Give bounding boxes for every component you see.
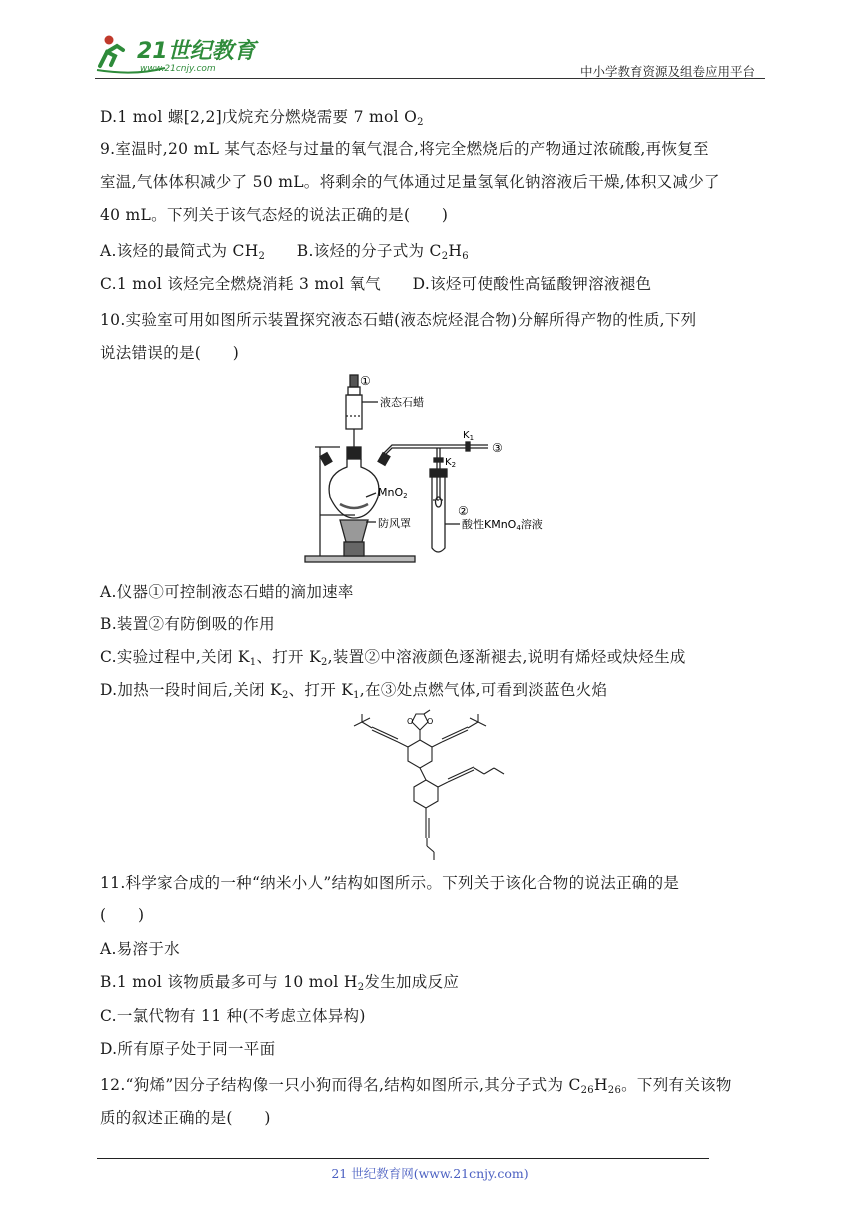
q11-stem-line1: 11.科学家合成的一种“纳米小人”结构如图所示。下列关于该化合物的说法正确的是 (100, 874, 680, 892)
q10-option-d: D.加热一段时间后,关闭 $K_2$、打开 $K_1$,在③处点燃气体,可看到淡蓝色火焰 (100, 681, 608, 701)
logo-main-text: 21世纪教育 (137, 39, 256, 64)
label-device-2: ② (458, 504, 469, 518)
q12-stem-line2: 质的叙述正确的是( ) (100, 1109, 271, 1127)
q9-stem-line1: 9.室温时,20 mL 某气态烃与过量的氧气混合,将完全燃烧后的产物通过浓硫酸,再恢复至 (100, 140, 709, 158)
q11-option-a: A.易溶于水 (100, 940, 180, 958)
logo-url-text: www.21cnjy.com (140, 64, 216, 74)
q9-options-cd: C.1 mol 该烃完全燃烧消耗 3 mol 氧气 D.该烃可使酸性高锰酸钾溶液褪色 (100, 275, 652, 293)
q10-option-a: A.仪器①可控制液态石蜡的滴加速率 (100, 583, 354, 601)
q11-stem-line2: ( ) (100, 906, 145, 924)
apparatus-figure (300, 372, 543, 568)
footer-site-link[interactable]: 21 世纪教育网(www.21cnjy.com) (331, 1166, 529, 1181)
label-wind-shield: 防风罩 (378, 517, 411, 530)
q11-option-c: C.一氯代物有 11 种(不考虑立体异构) (100, 1007, 366, 1025)
q11-option-d: D.所有原子处于同一平面 (100, 1040, 276, 1058)
q9-stem-line3: 40 mL。下列关于该气态烃的说法正确的是( ) (100, 206, 449, 224)
q12-stem-line1: 12.“狗烯”因分子结构像一只小狗而得名,结构如图所示,其分子式为 $C_{26}H_{26}$。下列有关该物 (100, 1076, 732, 1096)
header-divider (95, 78, 765, 79)
q11-option-b: B.1 mol 该物质最多可与 10 mol $H_2$发生加成反应 (100, 973, 460, 993)
page-header (95, 28, 765, 80)
label-outlet-3: ③ (492, 441, 503, 455)
q10-stem-line1: 10.实验室可用如图所示装置探究液态石蜡(液态烷烃混合物)分解所得产物的性质,下列 (100, 311, 697, 329)
q9-stem-line2: 室温,气体体积减少了 50 mL。将剩余的气体通过足量氢氧化钠溶液后干燥,体积又减少了 (100, 173, 720, 191)
label-k1: $K_1$ (463, 430, 475, 442)
atom-o-right: O (427, 717, 434, 726)
label-liquid-paraffin: 液态石蜡 (380, 396, 424, 409)
logo-21cnjy (95, 32, 270, 74)
q9-options-ab: A.该烃的最简式为 $CH_2$ B.该烃的分子式为 $C_2H_6$ (100, 242, 469, 262)
q8-option-d: D.1 mol 螺[2,2]戊烷充分燃烧需要 7 mol $O_2$ (100, 108, 424, 128)
q10-option-b: B.装置②有防倒吸的作用 (100, 615, 275, 633)
platform-tagline: 中小学教育资源及组卷应用平台 (579, 64, 755, 79)
atom-o-left: O (407, 717, 414, 726)
nanoputian-structure (350, 712, 520, 862)
q10-option-c: C.实验过程中,关闭 $K_1$、打开 $K_2$,装置②中溶液颜色逐渐褪去,说明有烯烃或炔烃生成 (100, 648, 686, 668)
label-k2: $K_2$ (445, 457, 457, 469)
label-mno2: MnO2 (378, 486, 408, 500)
q10-stem-line2: 说法错误的是( ) (100, 344, 240, 362)
footer-divider (97, 1158, 709, 1159)
label-instrument-1: ① (360, 374, 371, 388)
label-kmno4-solution: 酸性KMnO4溶液 (462, 518, 543, 532)
